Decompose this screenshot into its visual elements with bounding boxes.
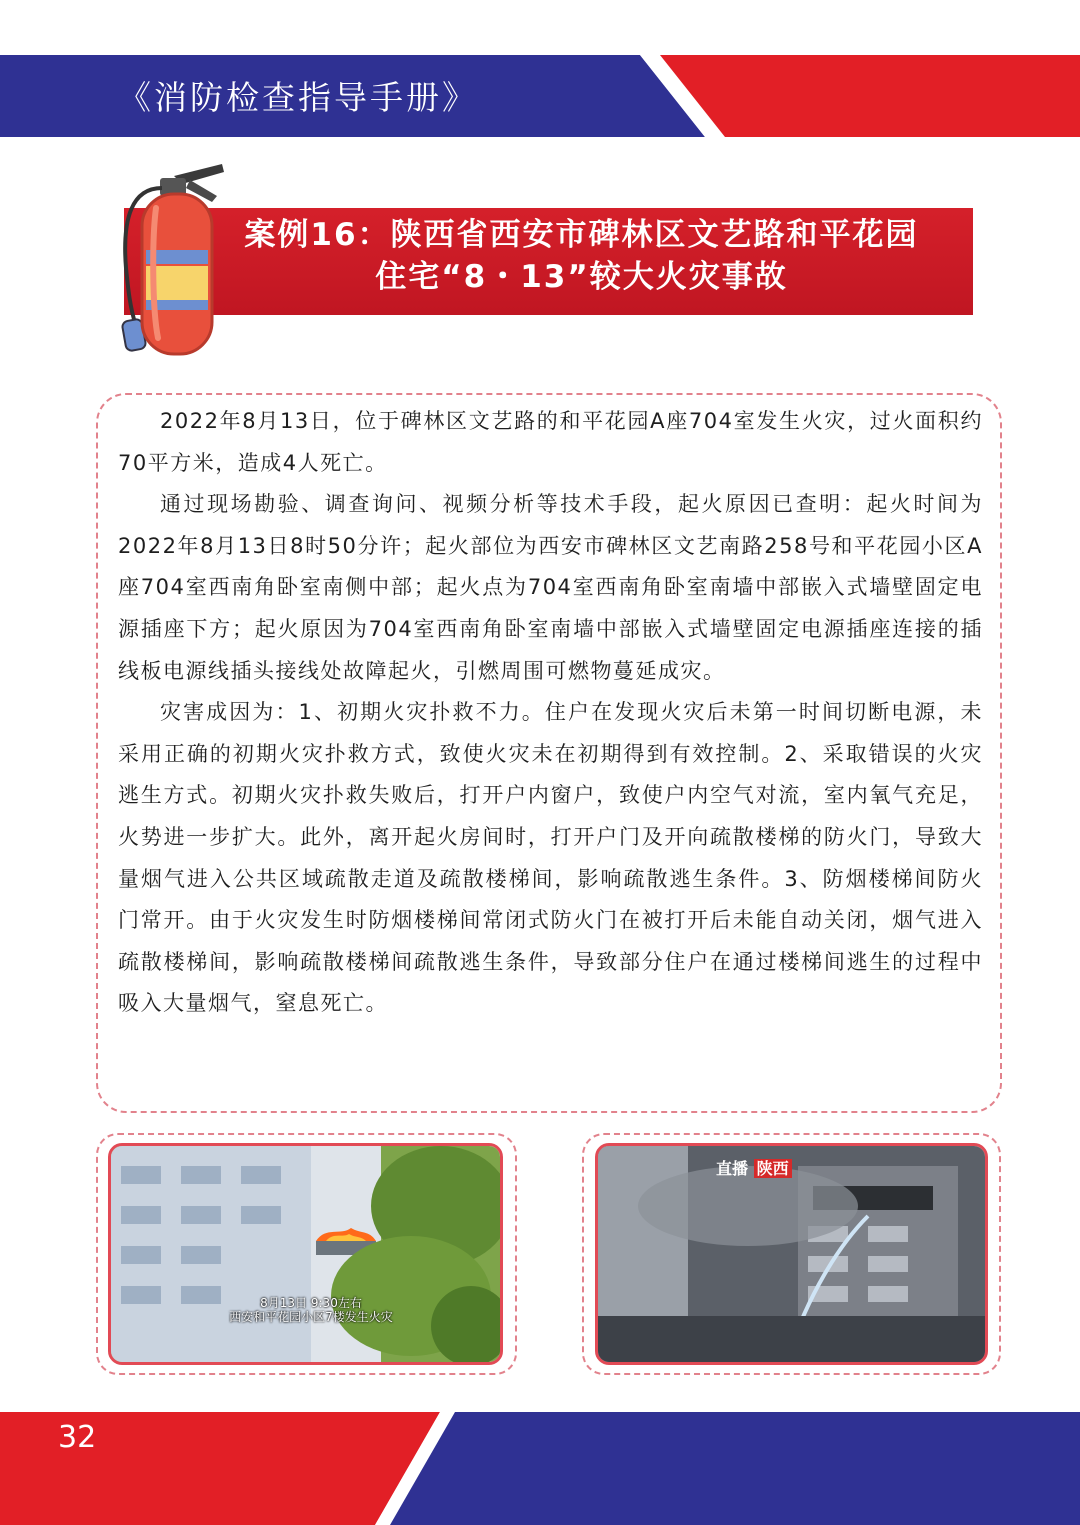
building-fire-image <box>111 1146 500 1362</box>
live-label: 直播 <box>716 1159 749 1178</box>
photo-caption <box>161 1296 461 1324</box>
right-fire-photo <box>595 1143 988 1365</box>
case-title-line1: 案例16：陕西省西安市碑林区文艺路和平花园 <box>244 217 919 253</box>
case-body <box>118 401 983 1025</box>
page-number: 32 <box>58 1420 97 1455</box>
caption-line1: 8月13日 9:30左右 <box>260 1296 362 1310</box>
paragraph-cause: 通过现场勘验、调查询问、视频分析等技术手段，起火原因已查明：起火时间为2022年8月13日8时50分许；起火部位为西安市碑林区文艺南路258号和平花园小区A座704室西南角卧室南侧中部；起火点为704室西南角卧室南墙中部嵌入式墙壁固定电源插座下方；起火原因为704室西南角卧室南墙中部嵌入式墙壁固定电源插座连接的插线板电源线插头接线处故障起火，引燃周围可燃物蔓延成灾。 <box>118 492 983 683</box>
footer-band <box>0 1412 1080 1525</box>
left-fire-photo <box>108 1143 503 1365</box>
case-title <box>190 214 973 298</box>
handbook-title: 《消防检查指导手册》 <box>118 78 478 117</box>
case-title-line2: 住宅“8・13”较大火灾事故 <box>375 259 788 295</box>
paragraph-factors: 灾害成因为：1、初期火灾扑救不力。住户在发现火灾后未第一时间切断电源，未采用正确的初期火灾扑救方式，致使火灾未在初期得到有效控制。2、采取错误的火灾逃生方式。初期火灾扑救失败后，打开户内窗户，致使户内空气对流，室内氧气充足，火势进一步扩大。此外，离开起火房间时，打开户门及开向疏散楼梯的防火门，导致大量烟气进入公共区域疏散走道及疏散楼梯间，影响疏散逃生条件。3、防烟楼梯间防火门常开。由于火灾发生时防烟楼梯间常闭式防火门在被打开后未能自动关闭，烟气进入疏散楼梯间，影响疏散楼梯间疏散逃生条件，导致部分住户在通过楼梯间逃生的过程中吸入大量烟气，窒息死亡。 <box>118 700 983 1016</box>
channel-tag: 陕西 <box>754 1159 792 1178</box>
caption-line2: 西安和平花园小区7楼发生火灾 <box>229 1310 393 1324</box>
paragraph-summary: 2022年8月13日，位于碑林区文艺路的和平花园A座704室发生火灾，过火面积约70平方米，造成4人死亡。 <box>118 409 983 475</box>
broadcast-logo <box>716 1156 792 1179</box>
